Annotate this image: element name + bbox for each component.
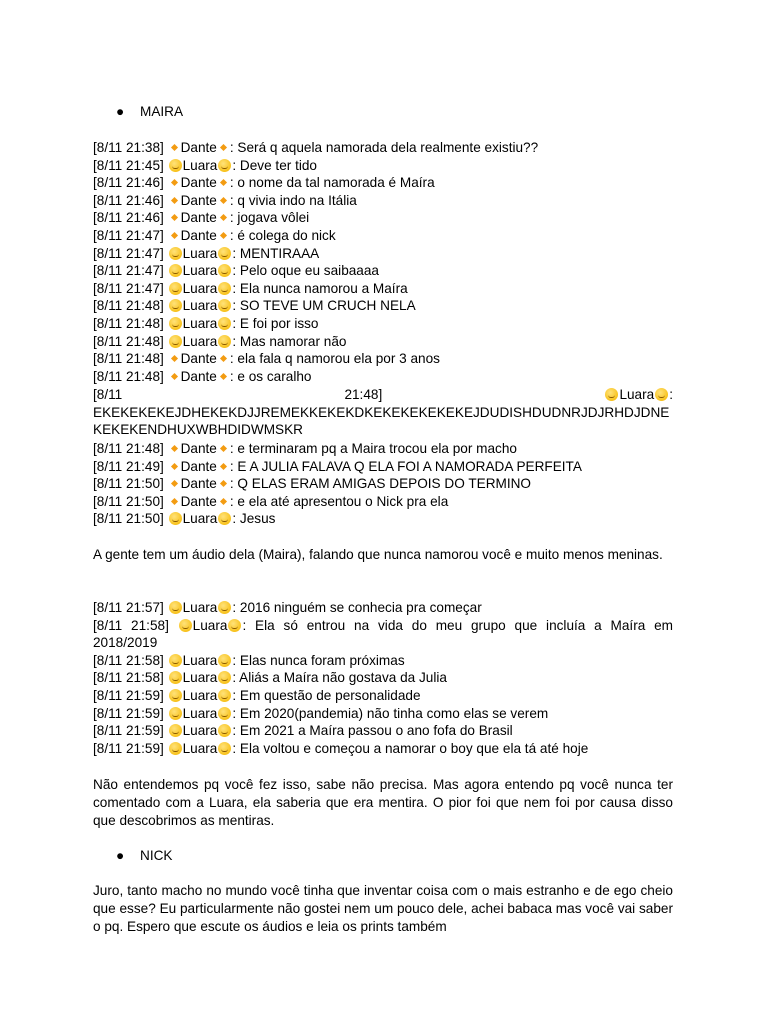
message-text: : q vivia indo na Itália [229,192,357,208]
sender-name: Luara [182,652,218,668]
chat-line [93,652,673,670]
chat-line [93,705,673,723]
sender-name: Dante [180,140,217,155]
sender-name: Luara [182,298,218,314]
sleepy-face-icon [218,282,231,295]
sleepy-face-icon [218,742,231,755]
orange-diamond-icon [220,480,227,487]
sender-name: Dante [180,441,217,456]
timestamp: [8/11 21:58] [93,670,164,686]
orange-diamond-icon [171,197,178,204]
sleepy-face-icon [169,512,182,525]
message-text: : Deve ter tido [232,157,317,173]
orange-diamond-icon [171,144,178,151]
orange-diamond-icon [220,373,227,380]
sleepy-face-icon [169,264,182,277]
chat-line [93,297,673,315]
orange-diamond-icon [220,144,227,151]
orange-diamond-icon [171,232,178,239]
sender-name: Dante [180,351,217,367]
timestamp: [8/11 21:59] [93,740,164,756]
sender-name: Luara [192,617,228,633]
orange-diamond-icon [220,232,227,239]
message-text: : Ela voltou e começou a namorar o boy que ela tá até hoje [232,740,589,756]
orange-diamond-icon [171,355,178,362]
timestamp: [8/11 21:38] [93,140,164,155]
sleepy-face-icon [218,512,231,525]
timestamp: [8/11 21:57] [93,600,164,615]
chat-line-wrapped [93,617,673,652]
sender-name: Luara [182,280,218,296]
message-text: : e ela até apresentou o Nick pra ela [229,493,449,509]
timestamp: [8/11 21:48] [93,351,164,367]
sleepy-face-icon [218,724,231,737]
message-text: : E A JULIA FALAVA Q ELA FOI A NAMORADA PERFEITA [229,458,582,474]
message-text: : Em 2021 a Maíra passou o ano fofa do Brasil [232,723,513,739]
sleepy-face-icon [228,619,241,632]
orange-diamond-icon [171,463,178,470]
bullet-nick [116,847,172,865]
message-text: : e terminaram pq a Maira trocou ela por macho [229,441,517,456]
message-text: : Em 2020(pandemia) não tinha como elas se verem [232,705,549,721]
chat-log-3-rest [93,652,673,758]
chat-line [93,599,673,617]
timestamp: [8/11 21:47] [93,280,164,296]
sender-name: Luara [182,315,218,331]
sleepy-face-icon [218,159,231,172]
message-text: : Em questão de personalidade [232,687,421,703]
sender-name: Luara [182,687,218,703]
orange-diamond-icon [171,373,178,380]
long-message [93,386,673,439]
sleepy-face-icon [218,601,231,614]
sender [604,386,673,404]
timestamp: [8/11 21:48] [93,315,164,331]
timestamp: [8/11 21:46] [93,210,164,226]
sleepy-face-icon [169,671,182,684]
chat-line [93,740,673,758]
sender-name: Dante [180,192,217,208]
timestamp: [8/11 21:50] [93,511,164,527]
timestamp: [8/11 21:48] [93,333,164,349]
timestamp: [8/11 21:48] [93,298,164,314]
sleepy-face-icon [169,282,182,295]
sender-name: Luara [182,705,218,721]
chat-line [93,262,673,280]
message-text: : Ela nunca namorou a Maíra [232,280,408,296]
timestamp: [8/11 21:45] [93,157,164,173]
timestamp: [8/11 21:58] [93,652,164,668]
timestamp: [8/11 21:59] [93,705,164,721]
chat-line [93,669,673,687]
timestamp: [8/11 21:48] [93,368,164,384]
message-text: : MENTIRAAA [232,245,320,261]
sleepy-face-icon [218,689,231,702]
message-text: : Jesus [232,511,276,527]
bullet-dot: ● [116,104,125,119]
orange-diamond-icon [171,179,178,186]
chat-line [93,174,673,192]
message-text: : Elas nunca foram próximas [232,652,405,668]
orange-diamond-icon [220,214,227,221]
sleepy-face-icon [169,159,182,172]
timestamp: [8/11 21:47] [93,263,164,279]
chat-log-3 [93,599,673,757]
message-colon: : [669,387,673,402]
sleepy-face-icon [169,742,182,755]
sender-name: Dante [180,227,217,243]
chat-line [93,510,673,528]
message-text: : Ela só entrou na vida do meu grupo que incluía a Maíra em 2018/2019 [93,617,674,651]
orange-diamond-icon [171,445,178,452]
timestamp: [8/11 21:47] [93,227,164,243]
chat-line [93,157,673,175]
chat-line [93,475,673,493]
bullet-maira [116,103,183,121]
sleepy-face-icon [169,601,182,614]
message-text: : Mas namorar não [232,333,347,349]
chat-line [93,227,673,245]
message-text: : o nome da tal namorada é Maíra [229,175,435,191]
sender-name: Luara [182,740,218,756]
sender-name: Luara [182,245,218,261]
paragraph-nick: Juro, tanto macho no mundo você tinha que inventar coisa com o mais estranho e de ego cheio que esse? Eu particularmente não gostei nem um pouco dele, achei babaca mas você vai saber o pq. Espero que escute os áudios e leia os prints também [93,883,673,934]
chat-line [93,139,673,157]
sleepy-face-icon [218,335,231,348]
sender-name: Luara [182,600,218,615]
sender-name: Luara [182,157,218,173]
sleepy-face-icon [169,299,182,312]
message-text: : Pelo oque eu saibaaaa [232,263,379,279]
sender-name: Luara [182,511,218,527]
orange-diamond-icon [171,214,178,221]
timestamp: [8/11 21:48] [93,441,164,456]
chat-line [93,687,673,705]
chat-line [93,333,673,351]
timestamp: [8/11 21:58] [93,617,169,633]
timestamp: [8/11 21:47] [93,245,164,261]
timestamp: [8/11 21:59] [93,687,164,703]
chat-log-2 [93,440,673,528]
timestamp: [8/11 21:46] [93,192,164,208]
chat-line [93,493,673,511]
sleepy-face-icon [218,264,231,277]
sleepy-face-icon [169,247,182,260]
sender-name: Dante [180,493,217,509]
sender-name: Luara [182,723,218,739]
sender-name: Dante [180,458,217,474]
message-text: : ela fala q namorou ela por 3 anos [229,351,440,367]
message-text: : Será q aquela namorada dela realmente existiu?? [229,140,539,155]
bullet-dot: ● [116,848,125,863]
chat-line [93,209,673,227]
sleepy-face-icon [169,707,182,720]
timestamp: [8/11 21:49] [93,458,164,474]
message-text: : Aliás a Maíra não gostava da Julia [232,670,447,686]
sleepy-face-icon [655,388,668,401]
sender-name: Dante [180,368,217,384]
long-message-text: EKEKEKEKEJDHEKEKDJJREMEKKEKEKDKEKEKEKEKEKEJDUDISHDUDNRJDJRHDJDNEKEKEKENDHUXWBHDIDWMSKR [93,404,670,438]
sleepy-face-icon [179,619,192,632]
message-text: : e os caralho [229,368,312,384]
sender-name: Dante [180,210,217,226]
sleepy-face-icon [169,335,182,348]
message-text: : E foi por isso [232,315,319,331]
chat-line [93,368,673,386]
paragraph-audio: A gente tem um áudio dela (Maira), falando que nunca namorou você e muito menos meninas. [93,547,663,562]
sleepy-face-icon [218,299,231,312]
message-text: : SO TEVE UM CRUCH NELA [232,298,416,314]
timestamp: [8/11 21:46] [93,175,164,191]
sleepy-face-icon [169,654,182,667]
chat-line [93,722,673,740]
sender-name: Luara [182,263,218,279]
sleepy-face-icon [169,689,182,702]
sleepy-face-icon [218,654,231,667]
sleepy-face-icon [218,707,231,720]
sender-name: Luara [182,670,218,686]
chat-log-1 [93,139,673,385]
timestamp: [8/11 [93,387,123,402]
sleepy-face-icon [605,388,618,401]
orange-diamond-icon [220,498,227,505]
timestamp: [8/11 21:50] [93,476,164,492]
sleepy-face-icon [169,724,182,737]
message-text: : jogava vôlei [229,210,310,226]
message-text: : 2016 ninguém se conhecia pra começar [232,600,482,615]
sleepy-face-icon [218,317,231,330]
chat-line [93,458,673,476]
sleepy-face-icon [218,247,231,260]
orange-diamond-icon [171,498,178,505]
message-text: : Q ELAS ERAM AMIGAS DEPOIS DO TERMINO [229,476,531,492]
message-text: : é colega do nick [229,227,336,243]
timestamp: [8/11 21:59] [93,723,164,739]
paragraph-explanation: Não entendemos pq você fez isso, sabe não precisa. Mas agora entendo pq você nunca ter comentado com a Luara, ela saberia que era mentira. O pior foi que nem foi por causa disso que descobrimos as mentiras. [93,777,673,828]
chat-line [93,280,673,298]
section-heading-nick: NICK [140,848,173,863]
timestamp-time: 21:48] [344,387,383,402]
orange-diamond-icon [220,445,227,452]
sleepy-face-icon [169,317,182,330]
chat-line [93,192,673,210]
orange-diamond-icon [220,355,227,362]
chat-line [93,315,673,333]
sleepy-face-icon [218,671,231,684]
timestamp: [8/11 21:50] [93,493,164,509]
sender-name: Luara [182,333,218,349]
chat-line [93,350,673,368]
long-message-header [93,386,673,404]
chat-line [93,245,673,263]
sender-name: Luara [619,387,655,402]
sender-name: Dante [180,476,217,492]
orange-diamond-icon [220,197,227,204]
section-heading-maira: MAIRA [140,104,184,119]
orange-diamond-icon [220,179,227,186]
orange-diamond-icon [220,463,227,470]
orange-diamond-icon [171,480,178,487]
sender-name: Dante [180,175,217,191]
chat-line [93,440,673,458]
